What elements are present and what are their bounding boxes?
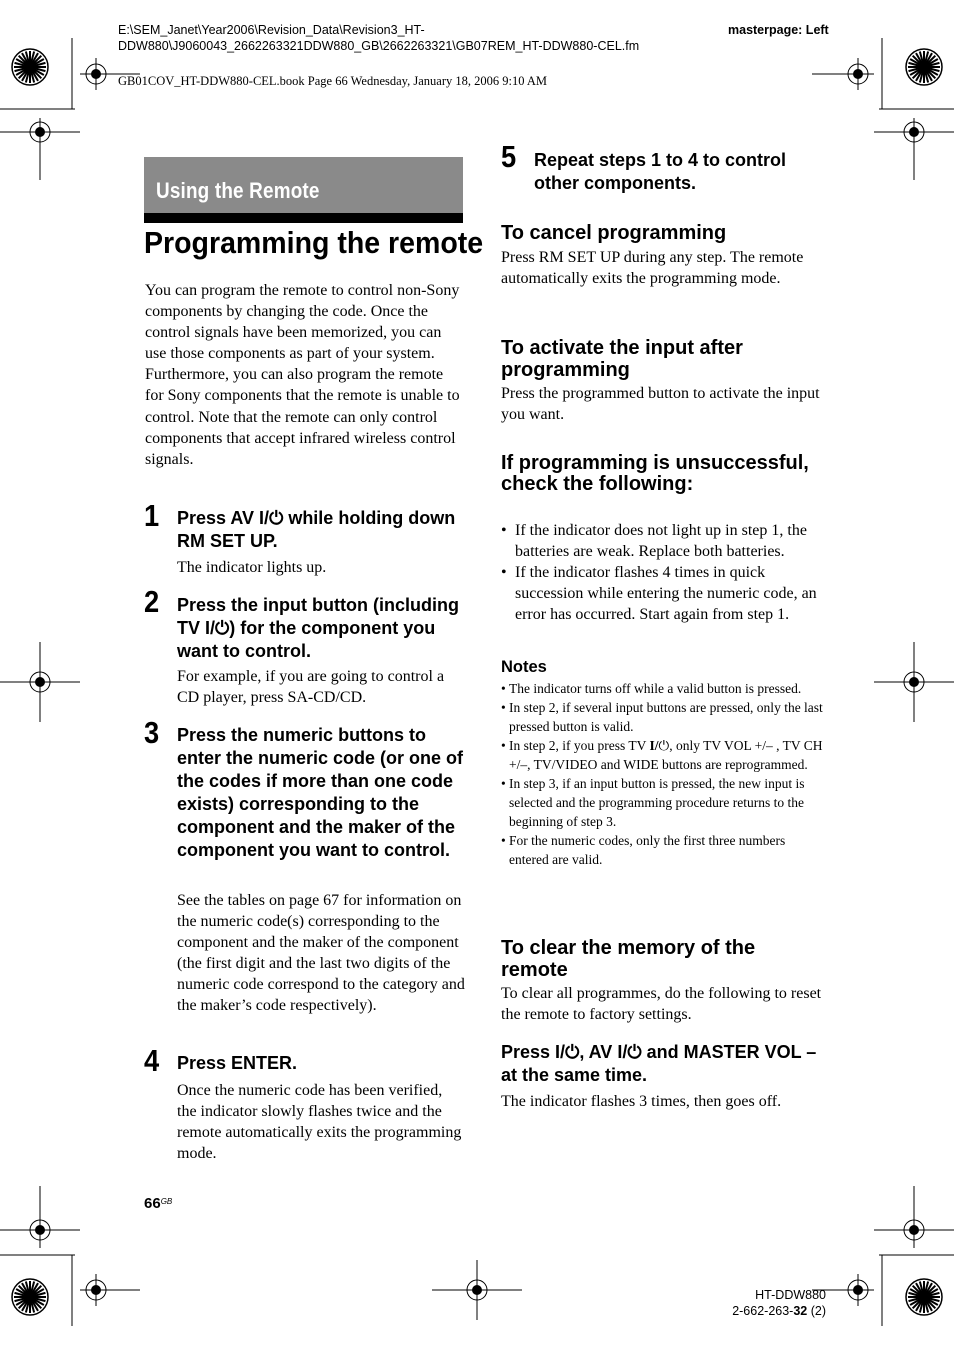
unsuccessful-heading: If programming is unsuccessful, check the following: (501, 452, 809, 495)
step-heading: Press the input button (including TV I/⏻) for the component you want to control. (177, 595, 459, 661)
unsuccessful-list (501, 520, 823, 625)
power-icon: ⏻ (627, 1042, 642, 1062)
clear-command: Press I/⏻, AV I/⏻ and MASTER VOL – at the same time. (501, 1042, 817, 1085)
list-item: • If the indicator flashes 4 times in quick succession while entering the numeric code, an error has occurred. Start again from step 1. (501, 562, 823, 625)
page-title: Programming the remote (144, 225, 484, 260)
cancel-heading: To cancel programming (501, 222, 727, 244)
power-icon: ⏻ (565, 1042, 580, 1062)
step-body: See the tables on page 67 for information on the numeric code(s) corresponding to the component and the maker of the component (the first digit and the last two digits of the numeric code correspond to the category and the maker’s code respectively). (177, 892, 465, 1015)
notes-heading: Notes (501, 658, 547, 676)
power-icon: ⏻ (658, 738, 670, 753)
step-heading: Press the numeric buttons to enter the numeric code (or one of the codes if more than one code exists) corresponding to the component and the maker of the component you want to control. (177, 725, 464, 860)
note-item: • In step 3, if an input button is pressed, the new input is selected and the programming procedure returns to the beginning of step 3. (501, 774, 825, 831)
step-number: 2 (144, 584, 160, 619)
note-item: • For the numeric codes, only the first three numbers entered are valid. (501, 831, 825, 869)
note-item: • In step 2, if several input buttons are pressed, only the last pressed button is valid. (501, 698, 825, 736)
step-number: 4 (144, 1043, 160, 1078)
note-item: • The indicator turns off while a valid button is pressed. (501, 679, 825, 698)
step-heading: Press AV I/⏻ while holding down RM SET UP. (177, 508, 456, 551)
activate-heading: To activate the input after programming (501, 337, 743, 381)
clear-heading: To clear the memory of the remote (501, 937, 756, 981)
step-number: 1 (144, 498, 160, 533)
power-icon: ⏻ (215, 618, 230, 638)
section-title: Using the Remote (156, 178, 320, 203)
step-body: Once the numeric code has been verified, the indicator slowly flashes twice and the remote automatically exits the programming mode. (177, 1082, 462, 1163)
list-item: • If the indicator does not light up in step 1, the batteries are weak. Replace both batteries. (501, 520, 823, 562)
clear-result: The indicator flashes 3 times, then goes off. (501, 1093, 782, 1110)
clear-text: To clear all programmes, do the following to reset the remote to factory settings. (501, 985, 822, 1024)
activate-text: Press the programmed button to activate the input you want. (501, 385, 820, 424)
note-item: • In step 2, if you press TV I/⏻, only TV VOL +/– , TV CH +/–, TV/VIDEO and WIDE buttons are reprogrammed. (501, 736, 825, 774)
power-icon: ⏻ (269, 508, 284, 528)
file-path: E:\SEM_Janet\Year2006\Revision_Data\Revision3_HT- DDW880\J9060043_2662263321DDW880_GB\2662263321\GB07REM_HT-DDW880-CEL.fm (118, 23, 640, 53)
cancel-text: Press RM SET UP during any step. The remote automatically exits the programming mode. (501, 249, 804, 288)
step-heading: Press ENTER. (177, 1053, 298, 1073)
step-number: 5 (501, 139, 517, 174)
step-body: The indicator lights up. (177, 559, 327, 576)
masterpage-label: masterpage: Left (728, 23, 829, 37)
intro-text: You can program the remote to control non-Sony components by changing the code. Once the control signals have been memorized, you can use those components as part of your system. Furthermore, you can also program the remote for Sony components that the remote is unable to control. Note that the remote can only control components that accept infrared wireless control signals. (145, 282, 460, 468)
step-body: For example, if you are going to control a CD player, press SA-CD/CD. (177, 668, 445, 707)
notes-list (501, 679, 825, 869)
model-code: HT-DDW880 2-662-263-32 (2) (732, 1288, 826, 1318)
page-number: $66^{GB}$ (144, 1195, 173, 1212)
book-info-line: GB01COV_HT-DDW880-CEL.book Page 66 Wednesday, January 18, 2006 9:10 AM (118, 74, 548, 88)
step-heading: Repeat steps 1 to 4 to control other components. (534, 150, 787, 193)
step-number: 3 (144, 715, 160, 750)
